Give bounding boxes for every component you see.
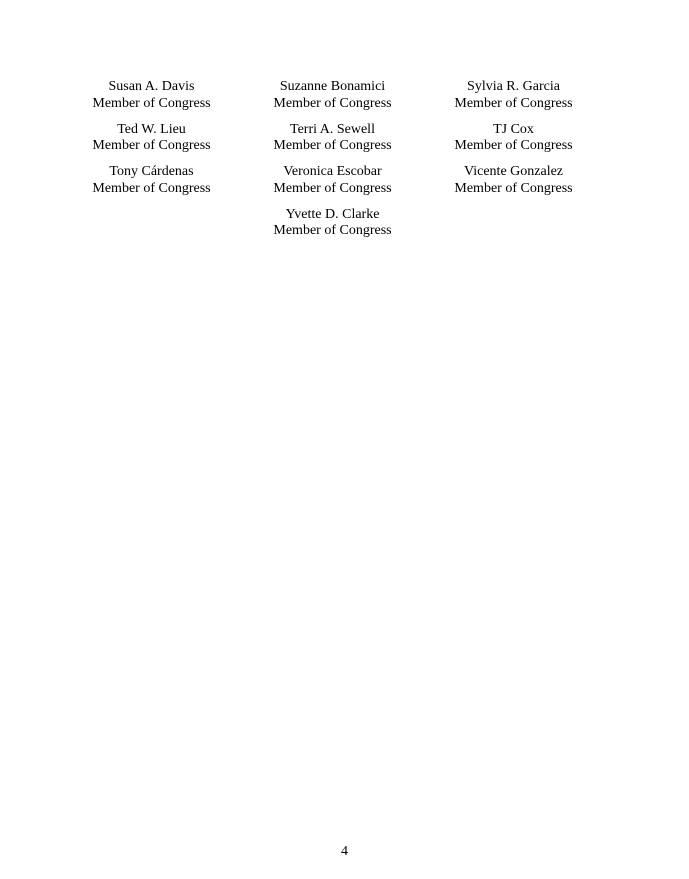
signer-title: Member of Congress [92, 95, 211, 111]
signature-spacer [61, 207, 242, 250]
signer-title: Member of Congress [92, 180, 211, 196]
signer-name: Vicente Gonzalez [463, 164, 564, 179]
signature-veronica-escobar [242, 164, 423, 207]
signature-susan-davis [61, 79, 242, 122]
signer-name: TJ Cox [493, 121, 534, 137]
signer-name: Veronica Escobar [283, 164, 382, 179]
signer-name: Tony Cárdenas [109, 164, 194, 179]
signature-terri-sewell [242, 122, 423, 165]
signature-ted-lieu [61, 122, 242, 165]
signer-title: Member of Congress [454, 138, 573, 153]
signature-vicente-gonzalez [423, 164, 604, 207]
signer-name: Yvette D. Clarke [285, 206, 380, 222]
signer-name: Terri A. Sewell [290, 121, 375, 137]
signer-title: Member of Congress [273, 95, 392, 111]
signer-title: Member of Congress [273, 223, 392, 238]
signer-name: Susan A. Davis [108, 79, 195, 94]
signer-title: Member of Congress [273, 138, 392, 153]
signature-suzanne-bonamici [242, 79, 423, 122]
signer-title: Member of Congress [92, 138, 211, 153]
signer-name: Sylvia R. Garcia [467, 79, 560, 94]
signer-title: Member of Congress [273, 180, 392, 196]
signature-block [61, 79, 604, 249]
signature-yvette-clarke [242, 207, 423, 250]
signature-tony-cardenas [61, 164, 242, 207]
signer-title: Member of Congress [454, 95, 573, 111]
signer-name: Ted W. Lieu [117, 121, 186, 137]
page-number: 4 [341, 844, 348, 859]
signer-title: Member of Congress [454, 180, 573, 196]
signature-sylvia-garcia [423, 79, 604, 122]
signer-name: Suzanne Bonamici [279, 79, 386, 94]
signature-tj-cox [423, 122, 604, 165]
